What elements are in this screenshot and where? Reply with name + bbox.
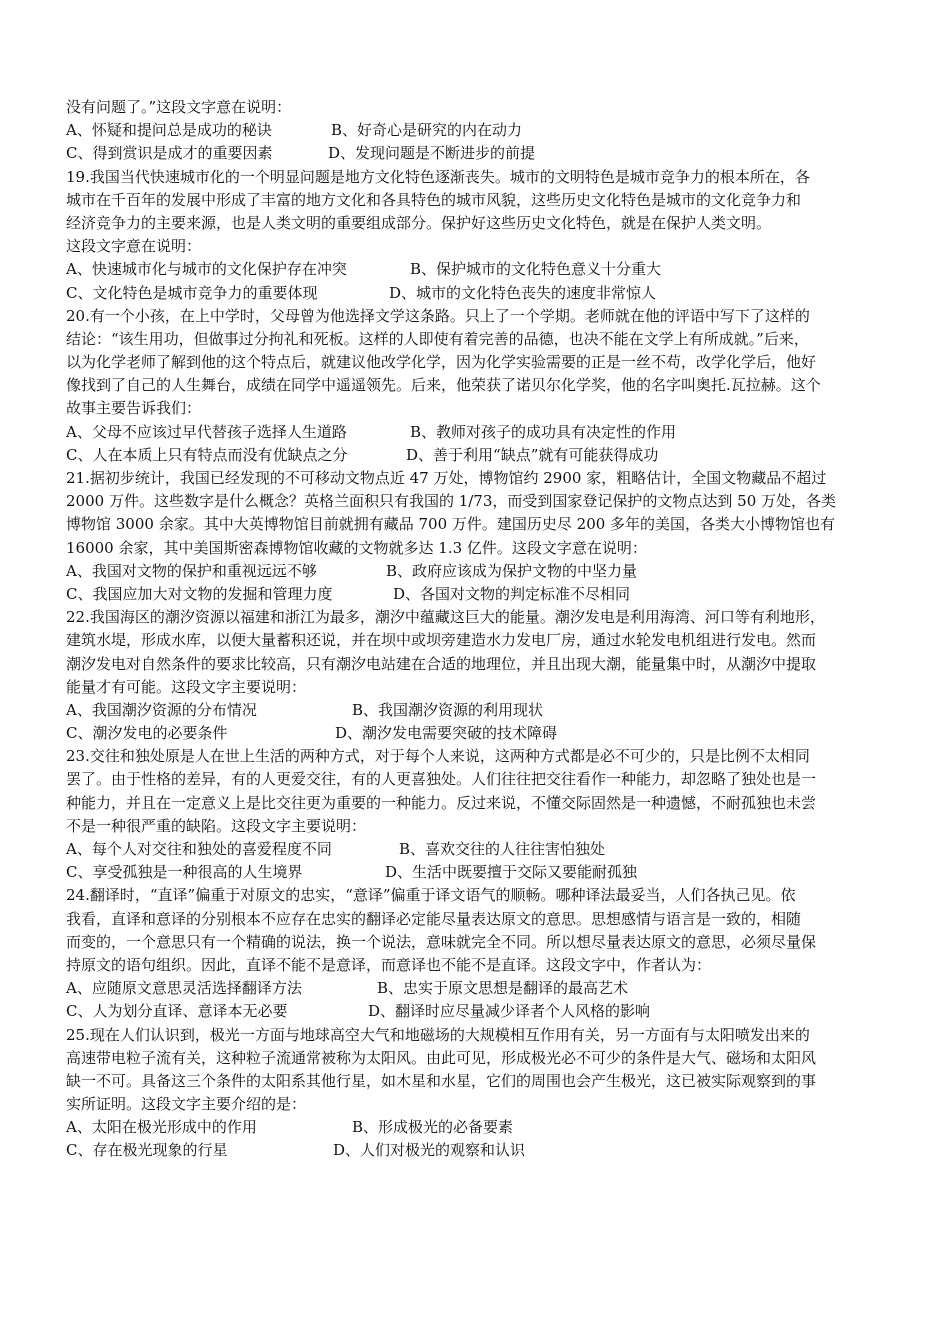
question-19-line-1: 19.我国当代快速城市化的一个明显问题是地方文化特色逐渐丧失。城市的文明特色是城市竞争力的根本所在，各 xyxy=(66,167,810,186)
question-19-line-3: 经济竞争力的主要来源，也是人类文明的重要组成部分。保护好这些历史文化特色，就是在保护人类文明。 xyxy=(66,213,772,232)
option-c: C、享受孤独是一种很高的人生境界 xyxy=(66,863,303,882)
question-20-line-5: 故事主要告诉我们： xyxy=(66,399,202,418)
option-a: A、快速城市化与城市的文化保护存在冲突 xyxy=(66,260,347,279)
question-20-line-1: 20.有一个小孩，在上中学时，父母曾为他选择文学这条路。只上了一个学期。老师就在他的评语中写下了这样的 xyxy=(66,306,810,325)
option-a: A、每个人对交往和独处的喜爱程度不同 xyxy=(66,840,332,858)
question-22-line-2: 建筑水堤，形成水库，以便大量蓄积还说，并在坝中或坝旁建造水力发电厂房，通过水轮发电机组进行发电。然而 xyxy=(66,631,817,650)
question-23-line-1: 23.交往和独处原是人在世上生活的两种方式，对于每个人来说，这两种方式都是必不可少的，只是比例不太相同 xyxy=(66,747,810,766)
question-25-line-1: 25.现在人们认识到，极光一方面与地球高空大气和地磁场的大规模相互作用有关，另一方面有与太阳喷发出来的 xyxy=(66,1025,810,1044)
intro-tail-line: 没有问题了。”这段文字意在说明： xyxy=(66,98,292,116)
option-row xyxy=(66,861,886,884)
question-25-line-3: 缺一不可。具备这三个条件的太阳系其他行星，如木星和水星，它们的周围也会产生极光，这已被实际观察到的事 xyxy=(66,1071,817,1090)
option-row xyxy=(66,977,886,1000)
option-b: B、忠实于原文思想是翻译的最高艺术 xyxy=(377,979,629,998)
option-b: B、政府应该成为保护文物的中坚力量 xyxy=(386,561,638,580)
question-21-line-4: 16000 余家，其中美国斯密森博物馆收藏的文物就多达 1.3 亿件。这段文字意在说明： xyxy=(66,538,647,557)
option-c: C、潮汐发电的必要条件 xyxy=(66,724,228,743)
question-20-line-3: 以为化学老师了解到他的这个特点后，就建议他改学化学，因为化学实验需要的正是一丝不苟，改学化学后，他好 xyxy=(66,353,817,372)
option-row xyxy=(66,421,886,444)
option-a: A、我国对文物的保护和重视远远不够 xyxy=(66,561,317,580)
option-b: B、喜欢交往的人往往害怕独处 xyxy=(399,840,606,858)
question-22-line-3: 潮汐发电对自然条件的要求比较高，只有潮汐电站建在合适的地理位，并且出现大潮，能量集中时，从潮汐中提取 xyxy=(66,654,817,673)
question-21-line-3: 博物馆 3000 余家。其中大英博物馆目前就拥有藏品 700 万件。建国历史尽 200 多年的美国，各类大小博物馆也有 xyxy=(66,515,836,534)
question-22-line-4: 能量才有可能。这段文字主要说明： xyxy=(66,677,307,696)
option-row xyxy=(66,258,886,281)
option-row xyxy=(66,282,886,305)
option-row xyxy=(66,838,886,861)
option-d: D、翻译时应尽量减少译者个人风格的影响 xyxy=(368,1002,651,1021)
option-row xyxy=(66,119,886,142)
question-24-line-3: 而变的，一个意思只有一个精确的说法，换一个说法，意味就完全不同。所以想尽量表达原文的意思，必须尽量保 xyxy=(66,932,817,951)
option-b: B、保护城市的文化特色意义十分重大 xyxy=(410,260,662,279)
question-25-line-4: 实所证明。这段文字主要介绍的是： xyxy=(66,1095,307,1114)
option-b: B、我国潮汐资源的利用现状 xyxy=(352,700,544,719)
option-d: D、城市的文化特色丧失的速度非常惊人 xyxy=(389,283,657,302)
option-c: C、人为划分直译、意译本无必要 xyxy=(66,1002,288,1021)
option-d: D、生活中既要擅于交际又要能耐孤独 xyxy=(385,863,638,882)
question-25-line-2: 高速带电粒子流有关，这种粒子流通常被称为太阳风。由此可见，形成极光必不可少的条件是大气、磁场和太阳风 xyxy=(66,1048,817,1067)
option-d: D、善于利用“缺点”就有可能获得成功 xyxy=(406,445,659,464)
question-20-line-4: 像找到了自己的人生舞台，成绩在同学中遥遥领先。后来，他荣获了诺贝尔化学奖，他的名字叫奥托.瓦拉赫。这个 xyxy=(66,376,821,395)
option-row xyxy=(66,583,886,606)
question-21-line-1: 21.据初步统计，我国已经发现的不可移动文物点近 47 万处，博物馆约 2900 家，粗略估计，全国文物藏品不超过 xyxy=(66,469,827,487)
option-c: C、存在极光现象的行星 xyxy=(66,1141,228,1160)
option-d: D、人们对极光的观察和认识 xyxy=(333,1141,526,1160)
question-23-line-3: 种能力，并且在一定意义上是比交往更为重要的一种能力。反过来说，不懂交际固然是一种遗憾，不耐孤独也未尝 xyxy=(66,793,817,812)
option-row xyxy=(66,560,886,583)
question-23-line-4: 不是一种很严重的缺陷。这段文字主要说明： xyxy=(66,816,367,835)
option-row xyxy=(66,699,886,722)
option-row xyxy=(66,444,886,467)
option-row xyxy=(66,1000,886,1023)
question-20-line-2: 结论：“该生用功，但做事过分拘礼和死板。这样的人即使有着完善的品德，也决不能在文学上有所成就。”后来， xyxy=(66,329,809,348)
option-c: C、得到赏识是成才的重要因素 xyxy=(66,144,273,163)
option-a: A、我国潮汐资源的分布情况 xyxy=(66,700,257,719)
option-c: C、文化特色是城市竞争力的重要体现 xyxy=(66,283,318,302)
option-a: A、怀疑和提问总是成功的秘诀 xyxy=(66,121,272,140)
option-d: D、各国对文物的判定标准不尽相同 xyxy=(393,584,631,603)
option-row xyxy=(66,722,886,745)
question-19-line-2: 城市在千百年的发展中形成了丰富的地方文化和各具特色的城市风貌，这些历史文化特色是城市的文化竞争力和 xyxy=(66,190,802,209)
option-row xyxy=(66,142,886,165)
question-24-line-2: 我看，直译和意译的分别根本不应存在忠实的翻译必定能尽量表达原文的意思。思想感情与语言是一致的，相随 xyxy=(66,909,802,928)
option-d: D、潮汐发电需要突破的技术障碍 xyxy=(335,724,558,743)
option-d: D、发现问题是不断进步的前提 xyxy=(328,144,536,163)
question-21-line-2: 2000 万件。这些数字是什么概念？英格兰面积只有我国的 1/73，而受到国家登记保护的文物点达到 50 万处，各类 xyxy=(66,492,837,511)
option-c: C、我国应加大对文物的发掘和管理力度 xyxy=(66,584,333,603)
option-a: A、太阳在极光形成中的作用 xyxy=(66,1118,257,1137)
option-b: B、形成极光的必备要素 xyxy=(352,1118,514,1137)
option-row xyxy=(66,1116,886,1139)
option-a: A、父母不应该过早代替孩子选择人生道路 xyxy=(66,422,347,441)
option-a: A、应随原文意思灵活选择翻译方法 xyxy=(66,979,302,998)
document-body xyxy=(66,96,886,1163)
option-c: C、人在本质上只有特点而没有优缺点之分 xyxy=(66,445,348,464)
question-24-line-1: 24.翻译时，“直译”偏重于对原文的忠实，“意译”偏重于译文语气的顺畅。哪种译法最妥当，人们各执己见。依 xyxy=(66,886,796,905)
option-b: B、好奇心是研究的内在动力 xyxy=(331,121,523,140)
question-23-line-2: 罢了。由于性格的差异，有的人更爱交往，有的人更喜独处。人们往往把交往看作一种能力，却忽略了独处也是一 xyxy=(66,770,817,789)
option-row xyxy=(66,1139,886,1162)
question-19-line-4: 这段文字意在说明： xyxy=(66,237,202,256)
question-24-line-4: 持原文的语句组织。因此，直译不能不是意译，而意译也不能不是直译。这段文字中，作者认为： xyxy=(66,955,712,974)
question-22-line-1: 22.我国海区的潮汐资源以福建和浙江为最多，潮汐中蕴藏这巨大的能量。潮汐发电是利用海湾、河口等有利地形， xyxy=(66,608,825,627)
option-b: B、教师对孩子的成功具有决定性的作用 xyxy=(410,422,677,441)
